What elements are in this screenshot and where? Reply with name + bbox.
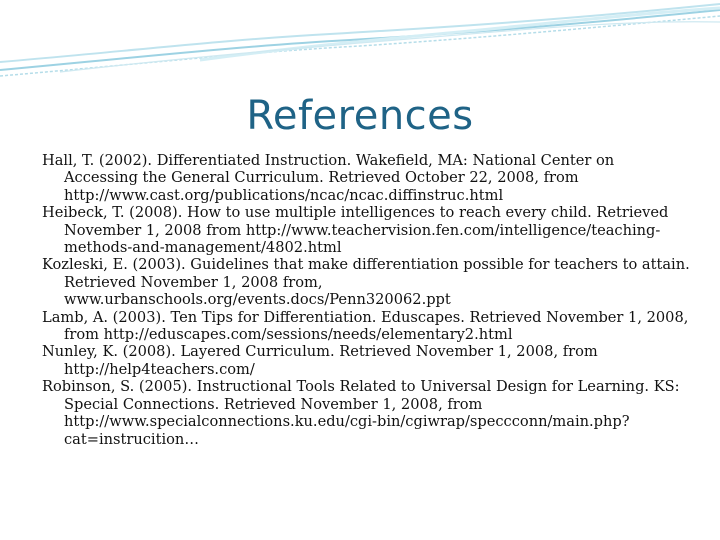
- reference-entry: Kozleski, E. (2003). Guidelines that make differentiation possible for teachers to attain. Retrieved November 1, 2008 from, www.urbanschools.org/events.docs/Penn320062.ppt: [42, 256, 690, 309]
- reference-entry: Heibeck, T. (2008). How to use multiple intelligences to reach every child. Retrieved November 1, 2008 from http://www.teachervision.fen.com/intelligence/teaching-methods-and-management/4802.html: [42, 204, 669, 257]
- reference-entry: Nunley, K. (2008). Layered Curriculum. Retrieved November 1, 2008, from http://help4teachers.com/: [42, 343, 598, 378]
- reference-list: [42, 152, 692, 448]
- reference-entry: Lamb, A. (2003). Ten Tips for Differentiation. Eduscapes. Retrieved November 1, 2008, from http://eduscapes.com/sessions/needs/elementary2.html: [42, 308, 689, 344]
- reference-entry: Robinson, S. (2005). Instructional Tools Related to Universal Design for Learning. KS: Special Connections. Retrieved November 1, 2008, from http://www.specialconnections.ku.edu/cgi-bin/cgiwrap/speccconn/main.php?cat=instrucition…: [42, 378, 680, 448]
- reference-entry: Hall, T. (2002). Differentiated Instruction. Wakefield, MA: National Center on Accessing the General Curriculum. Retrieved October 22, 2008, from http://www.cast.org/publications/ncac/ncac.diffinstruc.html: [42, 152, 615, 204]
- slide-title: References: [246, 93, 474, 139]
- wave-decoration: [0, 0, 720, 90]
